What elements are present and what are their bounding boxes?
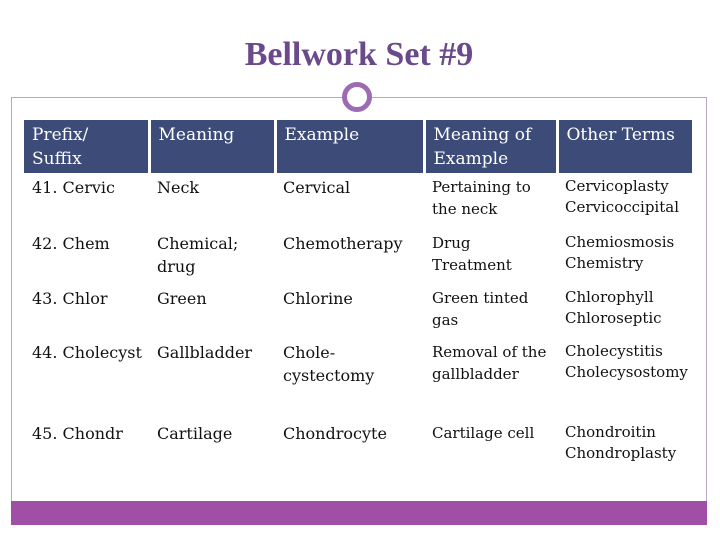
header-other-terms: Other Terms <box>557 120 692 173</box>
vocabulary-table <box>24 120 692 471</box>
header-prefix-suffix: Prefix/ Suffix <box>24 120 149 173</box>
cell-meaning: Chemical; drug <box>149 229 275 284</box>
cell-prefix: 42. Chem <box>24 229 149 284</box>
cell-example: Chole-cystectomy <box>275 338 424 419</box>
cell-prefix: 45. Chondr <box>24 419 149 471</box>
cell-meaning: Neck <box>149 173 275 229</box>
cell-meaning-of-example: Pertaining to the neck <box>424 173 557 229</box>
cell-other-terms: Chlorophyll Chloroseptic <box>557 284 692 338</box>
table-row <box>24 284 692 338</box>
table-row <box>24 338 692 419</box>
cell-meaning: Cartilage <box>149 419 275 471</box>
cell-other-terms: Cholecystitis Cholecysostomy <box>557 338 692 419</box>
cell-prefix: 41. Cervic <box>24 173 149 229</box>
header-example: Example <box>275 120 424 173</box>
cell-other-terms: Chemiosmosis Chemistry <box>557 229 692 284</box>
cell-meaning: Gallbladder <box>149 338 275 419</box>
header-meaning-of-example: Meaning of Example <box>424 120 557 173</box>
ring-ornament-icon <box>342 82 372 112</box>
cell-example: Chemotherapy <box>275 229 424 284</box>
cell-prefix: 44. Cholecyst <box>24 338 149 419</box>
cell-prefix: 43. Chlor <box>24 284 149 338</box>
cell-other-terms: Chondroitin Chondroplasty <box>557 419 692 471</box>
cell-other-terms: Cervicoplasty Cervicoccipital <box>557 173 692 229</box>
cell-example: Cervical <box>275 173 424 229</box>
table-row <box>24 419 692 471</box>
cell-example: Chlorine <box>275 284 424 338</box>
table-row <box>24 229 692 284</box>
cell-example: Chondrocyte <box>275 419 424 471</box>
cell-meaning: Green <box>149 284 275 338</box>
slide-title: Bellwork Set #9 <box>244 36 474 73</box>
cell-meaning-of-example: Drug Treatment <box>424 229 557 284</box>
bottom-accent-bar <box>11 501 707 525</box>
table-header-row <box>24 120 692 173</box>
cell-meaning-of-example: Green tinted gas <box>424 284 557 338</box>
cell-meaning-of-example: Cartilage cell <box>424 419 557 471</box>
table-row <box>24 173 692 229</box>
cell-meaning-of-example: Removal of the gallbladder <box>424 338 557 419</box>
header-meaning: Meaning <box>149 120 275 173</box>
